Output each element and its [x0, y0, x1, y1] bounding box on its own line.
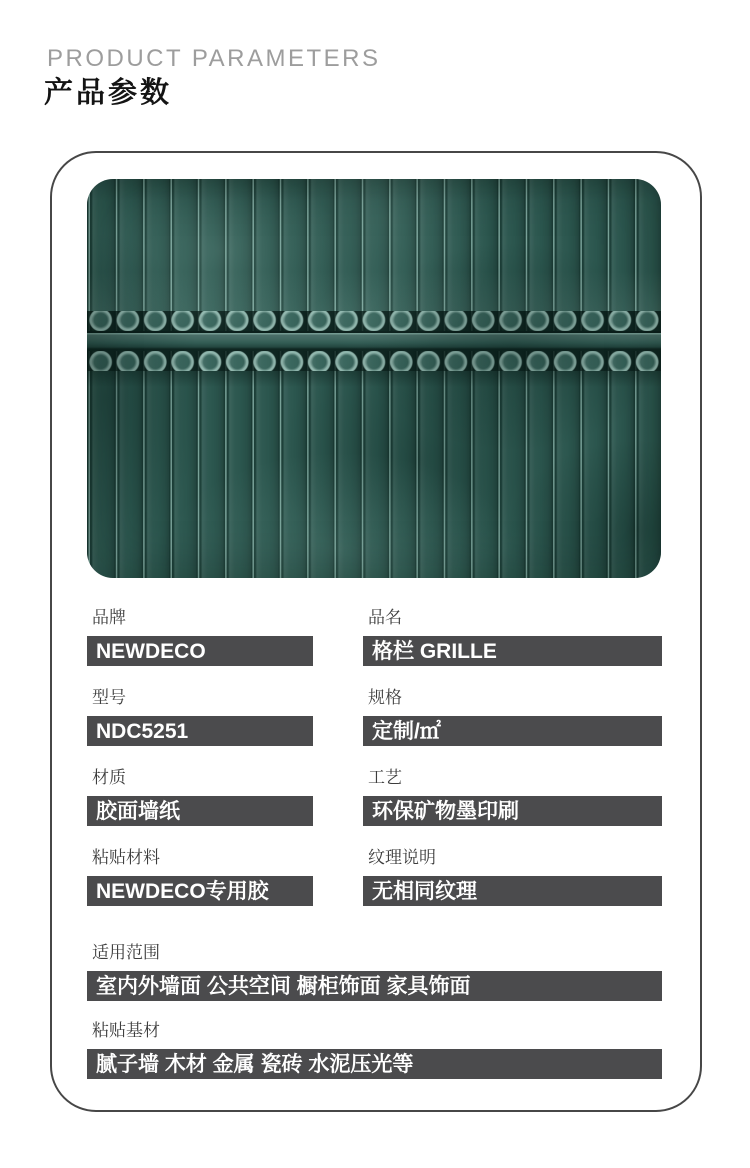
param-label: 纹理说明	[368, 848, 436, 867]
param-value: NDC5251	[87, 716, 313, 746]
param-craft	[363, 768, 662, 826]
param-value: 腻子墙 木材 金属 瓷砖 水泥压光等	[87, 1049, 662, 1079]
param-label: 粘贴基材	[92, 1021, 160, 1040]
param-spec	[363, 688, 662, 746]
param-label: 型号	[92, 688, 126, 707]
param-brand	[87, 608, 313, 666]
param-label: 粘贴材料	[92, 848, 160, 867]
param-value: 胶面墙纸	[87, 796, 313, 826]
param-value: 环保矿物墨印刷	[363, 796, 662, 826]
page-title-zh: 产品参数	[44, 77, 173, 109]
product-image	[87, 179, 661, 578]
param-label: 材质	[92, 768, 126, 787]
param-label: 工艺	[368, 768, 402, 787]
param-value: NEWDECO专用胶	[87, 876, 313, 906]
param-substrate	[87, 1021, 662, 1079]
param-adhesive-material	[87, 848, 313, 906]
param-value: 室内外墙面 公共空间 橱柜饰面 家具饰面	[87, 971, 662, 1001]
page-title-en: PRODUCT PARAMETERS	[47, 45, 381, 72]
param-label: 品牌	[92, 608, 126, 627]
param-value: 无相同纹理	[363, 876, 662, 906]
param-label: 品名	[368, 608, 402, 627]
wallpaper-cloud-texture	[87, 179, 661, 578]
param-label: 规格	[368, 688, 402, 707]
param-label: 适用范围	[92, 943, 160, 962]
param-product-name	[363, 608, 662, 666]
param-value: 定制/㎡	[363, 716, 662, 746]
param-model	[87, 688, 313, 746]
param-material	[87, 768, 313, 826]
param-application-scope	[87, 943, 662, 1001]
param-value: NEWDECO	[87, 636, 313, 666]
param-texture-note	[363, 848, 662, 906]
param-value: 格栏 GRILLE	[363, 636, 662, 666]
parameters-card	[50, 151, 702, 1112]
